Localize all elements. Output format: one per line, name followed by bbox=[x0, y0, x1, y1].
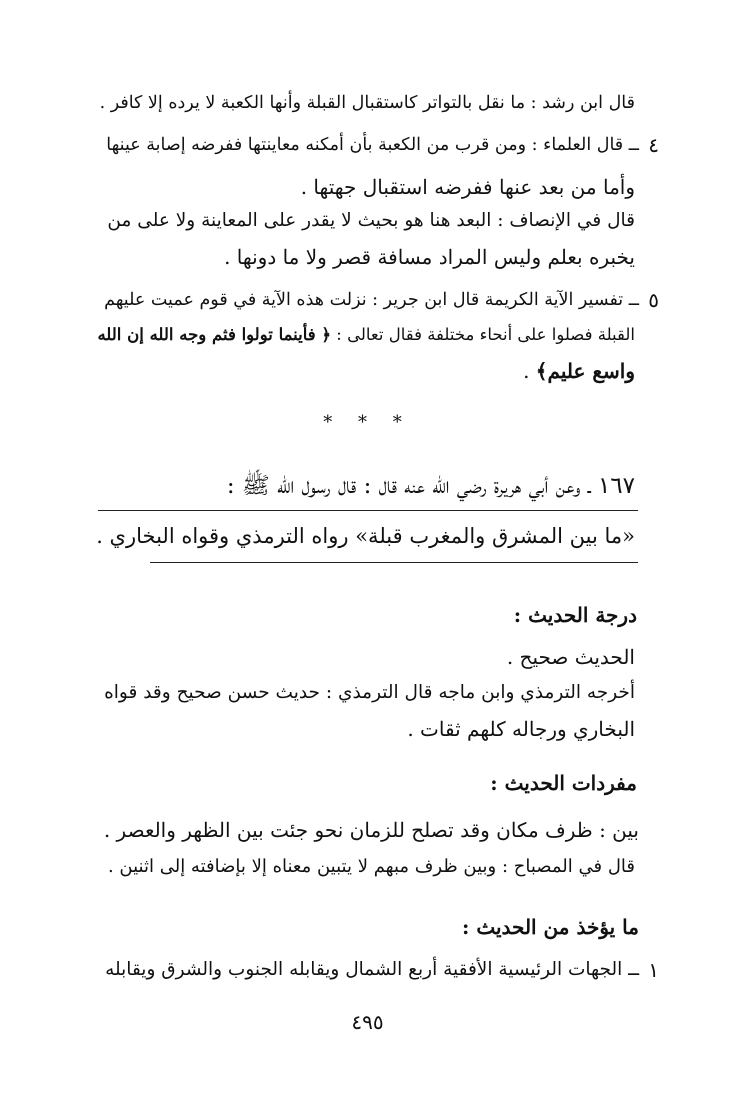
quran-verse-part2: واسع عليم﴾ bbox=[535, 359, 635, 383]
item5-line3 bbox=[523, 356, 635, 386]
item5-line1: ــ تفسير الآية الكريمة قال ابن جرير : نزلت هذه الآية في قوم عميت عليهم bbox=[104, 290, 639, 310]
item5-line2 bbox=[97, 320, 635, 350]
hadith-line2: «ما بين المشرق والمغرب قبلة» رواه الترمذي وقواه البخاري . bbox=[96, 524, 635, 548]
vocab-line2: قال في المصباح : وبين ظرف مبهم لا يتبين معناه إلا بإضافته إلى اثنين . bbox=[107, 856, 635, 877]
lesson-number-1: ١ bbox=[648, 958, 659, 982]
grade-line1: الحديث صحيح . bbox=[506, 645, 635, 669]
page-number: ٤٩٥ bbox=[351, 1010, 384, 1034]
grade-line3: البخاري ورجاله كلهم ثقات . bbox=[407, 717, 635, 741]
hadith-rule-bottom bbox=[150, 562, 638, 563]
lesson-line1: ــ الجهات الرئيسية الأفقية أربع الشمال ويقابله الجنوب والشرق ويقابله bbox=[105, 959, 639, 980]
grade-line2: أخرجه الترمذي وابن ماجه قال الترمذي : حديث حسن صحيح وقد قواه bbox=[104, 682, 635, 703]
item4-line3: قال في الإنصاف : البعد هنا هو بحيث لا يقدر على المعاينة ولا على من bbox=[107, 210, 635, 231]
item5-line3-end: . bbox=[523, 359, 536, 383]
section-separator: * * * bbox=[323, 412, 412, 433]
vocab-line1: بين : ظرف مكان وقد تصلح للزمان نحو جئت بين الظهر والعصر . bbox=[103, 818, 639, 842]
item-number-5: ٥ bbox=[648, 288, 659, 312]
grade-heading: درجة الحديث : bbox=[513, 603, 637, 627]
lessons-heading: ما يؤخذ من الحديث : bbox=[461, 915, 639, 939]
item-number-4: ٤ bbox=[648, 133, 659, 157]
item4-line1: ــ قال العلماء : ومن قرب من الكعبة بأن أمكنه معاينتها ففرضه إصابة عينها bbox=[106, 135, 639, 155]
note-ibn-rushd: قال ابن رشد : ما نقل بالتواتر كاستقبال القبلة وأنها الكعبة لا يرده إلا كافر . bbox=[99, 93, 635, 113]
item4-line2: وأما من بعد عنها ففرضه استقبال جهتها . bbox=[300, 175, 635, 199]
item4-line4: يخبره بعلم وليس المراد مسافة قصر ولا ما دونها . bbox=[224, 245, 635, 269]
quran-verse-part1: ﴿ فأينما تولوا فثم وجه الله إن الله bbox=[97, 325, 332, 344]
item5-line2-plain: القبلة فصلوا على أنحاء مختلفة فقال تعالى : bbox=[336, 325, 635, 344]
hadith-rule-top bbox=[98, 510, 638, 511]
hadith-line1: ١٦٧ ـ وعن أبي هريرة رضي الله عنه قال : قال رسول الله ﷺ : bbox=[226, 473, 635, 499]
vocab-heading: مفردات الحديث : bbox=[490, 771, 637, 795]
